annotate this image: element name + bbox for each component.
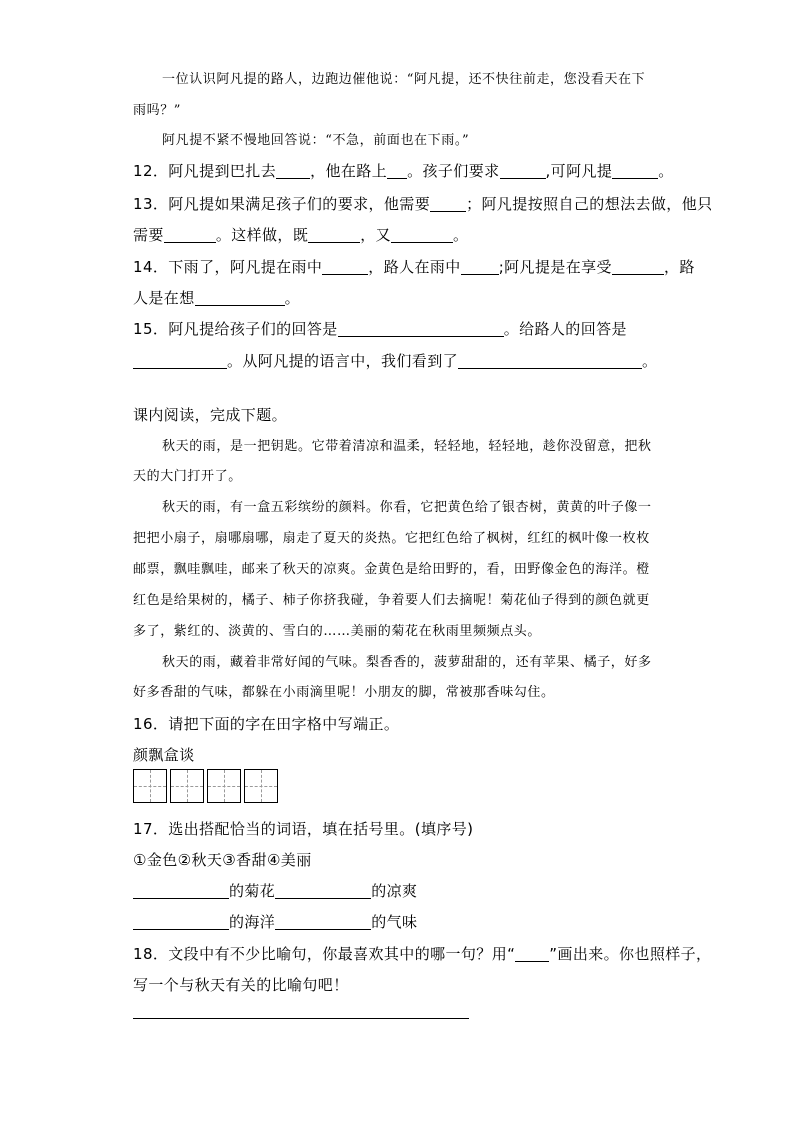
passage-line: 秋天的雨，有一盒五彩缤纷的颜料。你看，它把黄色给了银杏树，黄黄的叶子像一 (162, 500, 652, 515)
answer-blank[interactable] (275, 914, 371, 930)
question-18-cont: 写一个与秋天有关的比喻句吧！ (133, 976, 349, 994)
passage-line: 多了，紫红的、淡黄的、雪白的……美丽的菊花在秋雨里频频点头。 (133, 624, 542, 639)
passage-line: 邮票，飘哇飘哇，邮来了秋天的凉爽。金黄色是给田野的，看，田野像金色的海洋。橙 (133, 562, 650, 577)
passage-line: 把把小扇子，扇哪扇哪，扇走了夏天的炎热。它把红色给了枫树，红红的枫叶像一枚枚 (133, 531, 650, 546)
passage-line: 秋天的雨，藏着非常好闻的气味。梨香香的，菠萝甜甜的，还有苹果、橘子，好多 (162, 655, 652, 670)
answer-blank[interactable] (133, 353, 227, 369)
passage-line: 好多香甜的气味，都躲在小雨滴里呢！小朋友的脚，常被那香味勾住。 (133, 685, 555, 700)
story-paragraph-1: 一位认识阿凡提的路人，边跑边催他说：“阿凡提，还不快往前走，您没看天在下 (162, 72, 646, 87)
answer-blank[interactable] (391, 227, 453, 243)
question-18: 18．文段中有不少比喻句，你最喜欢其中的哪一句？用“ ”画出来。你也照样子， (133, 945, 712, 963)
question-16: 16．请把下面的字在田字格中写端正。 (133, 715, 400, 733)
question-17-row-2: 的海洋 的气味 (133, 911, 417, 932)
answer-line[interactable] (133, 1018, 469, 1019)
question-13-cont: 需要 。这样做，既 ，又 。 (133, 226, 469, 244)
tianzige-cell[interactable] (244, 769, 278, 803)
question-15-cont: 。从阿凡提的语言中，我们看到了 。 (133, 350, 657, 371)
story-paragraph-1-cont: 雨吗？” (133, 103, 182, 118)
tianzige-grid (133, 769, 278, 803)
question-17: 17．选出搭配恰当的词语，填在括号里。(填序号) (133, 820, 474, 838)
answer-blank[interactable] (133, 914, 229, 930)
passage-line: 秋天的雨，是一把钥匙。它带着清凉和温柔，轻轻地，轻轻地，趁你没留意，把秋 (162, 439, 652, 454)
question-12: 12．阿凡提到巴扎去 ，他在路上 。孩子们要求 ,可阿凡提 。 (133, 162, 674, 180)
answer-blank[interactable] (430, 196, 466, 212)
answer-blank[interactable] (338, 321, 504, 337)
tianzige-cell[interactable] (170, 769, 204, 803)
answer-blank[interactable] (612, 163, 658, 179)
answer-blank[interactable] (461, 259, 499, 275)
passage-line: 天的大门打开了。 (133, 469, 242, 484)
answer-blank[interactable] (612, 259, 664, 275)
question-16-characters: 颜飘盒谈 (133, 746, 195, 764)
answer-blank[interactable] (500, 163, 546, 179)
question-17-options: ①金色②秋天③香甜④美丽 (133, 851, 312, 869)
underline-sample (515, 946, 549, 962)
tianzige-cell[interactable] (133, 769, 167, 803)
answer-blank[interactable] (275, 883, 371, 899)
answer-blank[interactable] (276, 163, 310, 179)
question-13: 13．阿凡提如果满足孩子们的要求，他需要 ；阿凡提按照自己的想法去做，他只 (133, 195, 713, 213)
story-paragraph-2: 阿凡提不紧不慢地回答说：“不急，前面也在下雨。” (162, 133, 470, 148)
passage-line: 红色是给果树的，橘子、柿子你挤我碰，争着要人们去摘呢！菊花仙子得到的颜色就更 (133, 593, 650, 608)
answer-blank[interactable] (164, 227, 216, 243)
answer-blank[interactable] (387, 163, 407, 179)
question-14-cont: 人是在想 。 (133, 289, 301, 307)
answer-blank[interactable] (308, 227, 360, 243)
question-14: 14．下雨了，阿凡提在雨中 ，路人在雨中 ;阿凡提是在享受 ，路 (133, 258, 695, 276)
answer-blank[interactable] (133, 883, 229, 899)
answer-blank[interactable] (322, 259, 368, 275)
tianzige-cell[interactable] (207, 769, 241, 803)
section-heading: 课内阅读，完成下题。 (133, 406, 288, 424)
answer-blank[interactable] (458, 353, 642, 369)
question-15: 15．阿凡提给孩子们的回答是 。给路人的回答是 (133, 320, 627, 338)
question-17-row-1: 的菊花 的凉爽 (133, 880, 417, 901)
answer-blank[interactable] (195, 290, 285, 306)
